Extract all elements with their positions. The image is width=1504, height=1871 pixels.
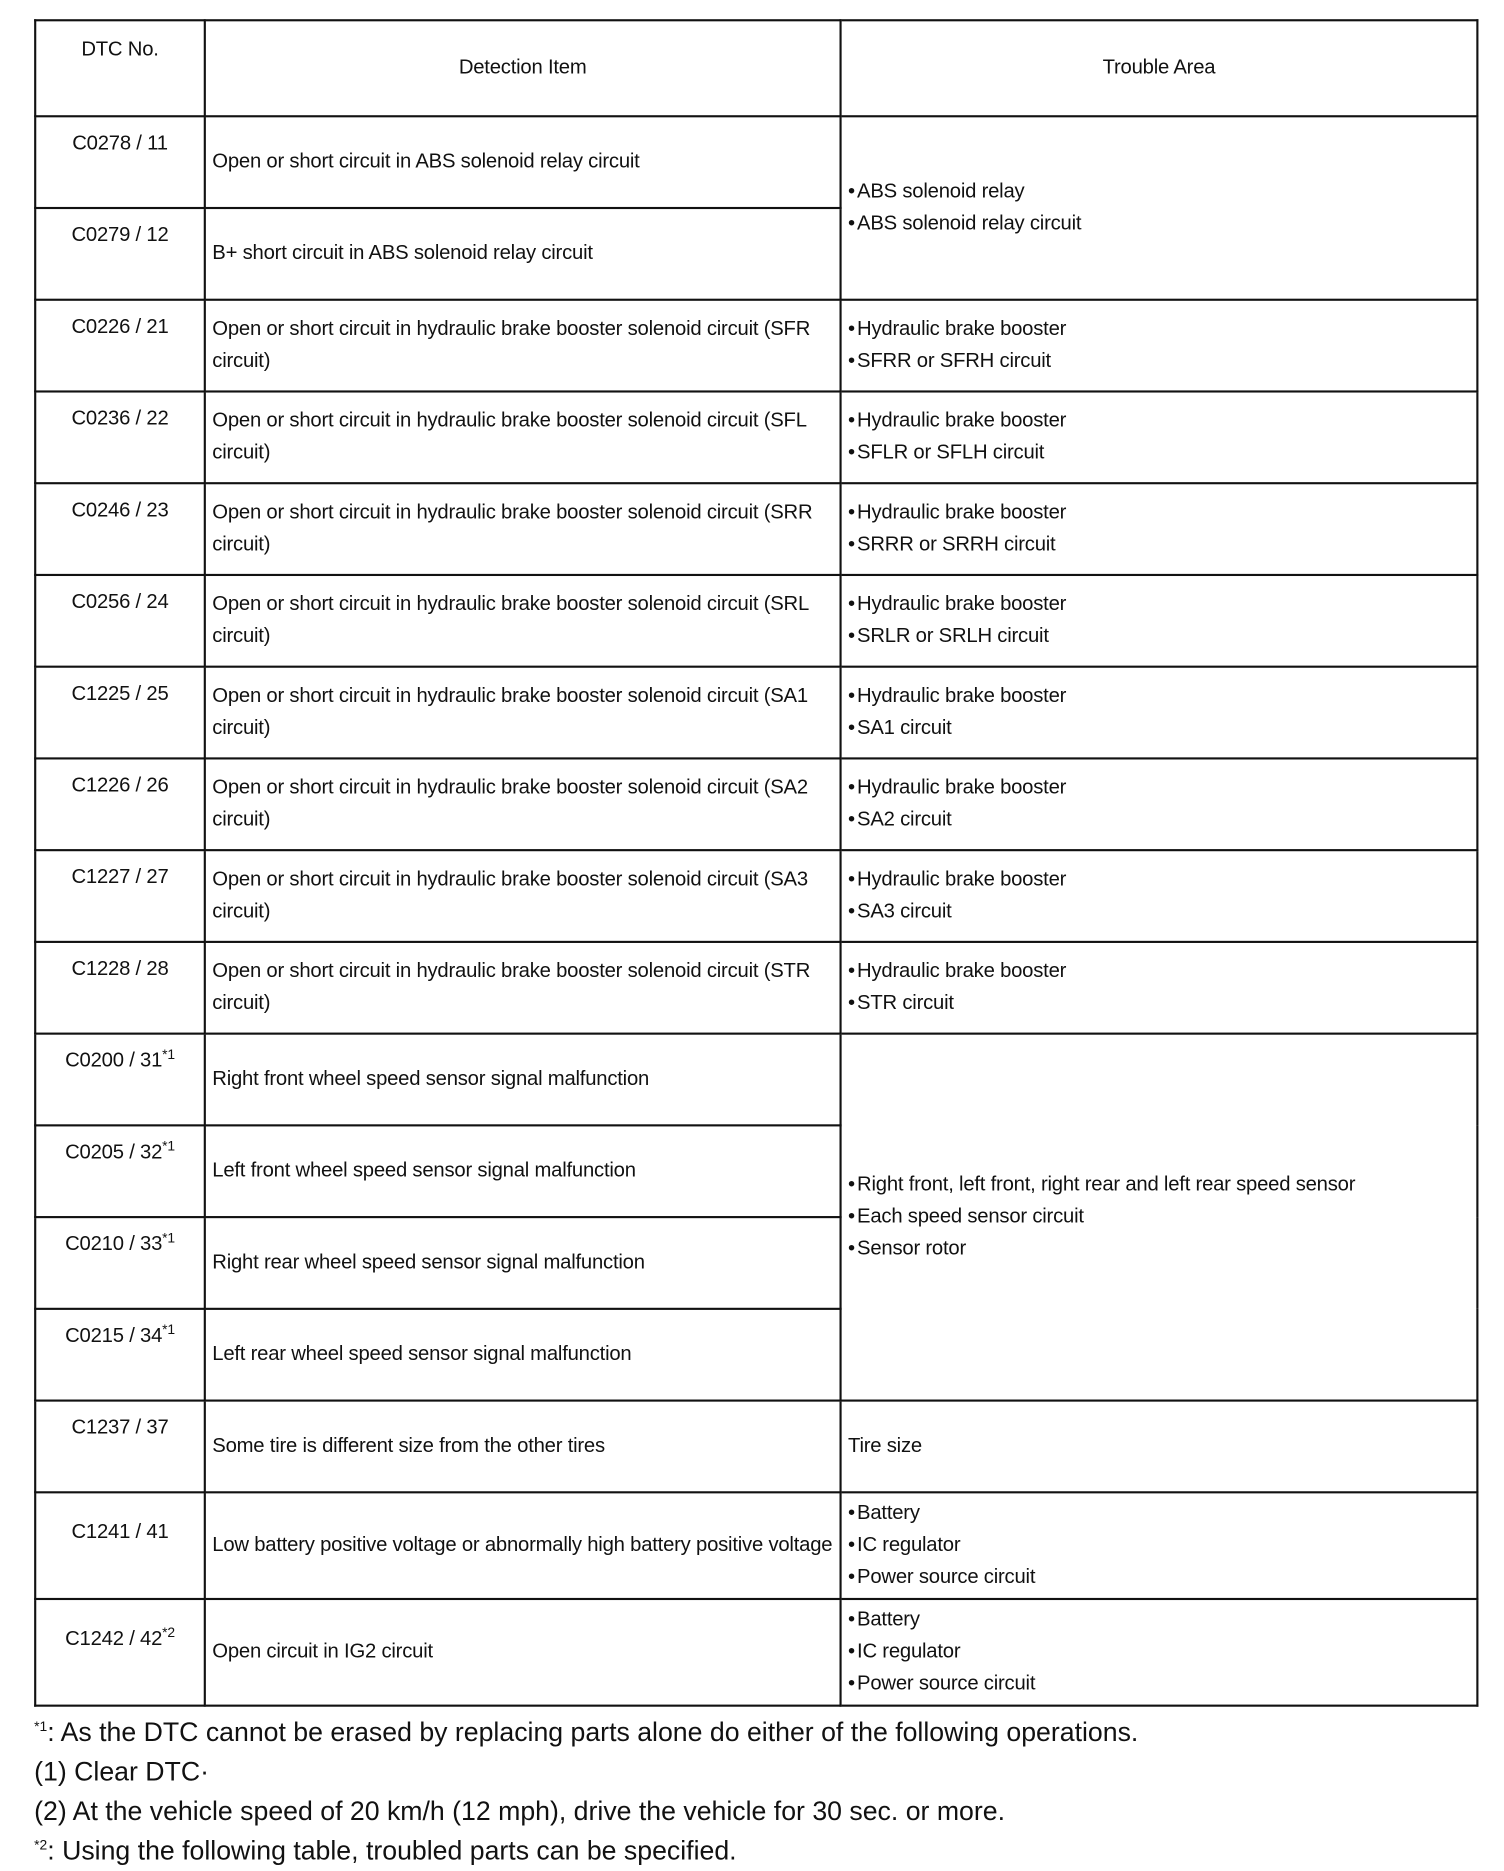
header-detection-item: Detection Item	[205, 20, 841, 116]
detection-item-cell: Right rear wheel speed sensor signal malfunction	[205, 1217, 841, 1309]
footnotes	[34, 1713, 1138, 1871]
footnote-ref: *1	[162, 1046, 175, 1063]
footnote-text: : Using the following table, troubled parts can be specified.	[47, 1835, 737, 1866]
table-row	[35, 1599, 1477, 1706]
dtc-cell	[35, 850, 205, 942]
dtc-code: C0226 / 21	[71, 315, 169, 339]
dtc-code: C1228 / 28	[71, 957, 169, 981]
dtc-table	[34, 19, 1478, 1707]
trouble-area-item: • SA1 circuit	[848, 713, 1470, 745]
detection-item-cell: Open circuit in IG2 circuit	[205, 1599, 841, 1706]
trouble-area-cell	[841, 1034, 1478, 1401]
trouble-area-item: • Battery	[848, 1604, 1470, 1636]
header-trouble-area: Trouble Area	[841, 20, 1478, 116]
footnote-text: : As the DTC cannot be erased by replacing parts alone do either of the following operations.	[47, 1717, 1139, 1748]
footnote-ref: *1	[162, 1321, 175, 1338]
dtc-code: C0210 / 33	[65, 1233, 163, 1256]
dtc-cell	[35, 1401, 205, 1493]
trouble-area-cell	[841, 850, 1478, 942]
trouble-area-item: • SA3 circuit	[848, 896, 1470, 928]
footnote-mark: *1	[34, 1718, 48, 1735]
dtc-code: C1225 / 25	[71, 682, 169, 706]
step-2: (2) At the vehicle speed of 20 km/h (12 mph), drive the vehicle for 30 sec. or more.	[34, 1796, 1005, 1827]
trouble-area-cell: Tire size	[841, 1401, 1478, 1493]
step-1: (1) Clear DTC·	[34, 1756, 209, 1787]
trouble-area-item: • Hydraulic brake booster	[848, 681, 1470, 713]
dtc-cell	[35, 208, 205, 300]
trouble-area-item: • Right front, left front, right rear and left rear speed sensor	[848, 1169, 1470, 1201]
table-row	[35, 850, 1477, 942]
trouble-area-item: • SFLR or SFLH circuit	[848, 437, 1470, 469]
detection-item-cell: Open or short circuit in hydraulic brake booster solenoid circuit (SRR circuit)	[205, 483, 841, 575]
trouble-area-cell	[841, 391, 1478, 483]
dtc-code: C0205 / 32	[65, 1141, 163, 1164]
dtc-cell	[35, 1034, 205, 1126]
dtc-cell	[35, 667, 205, 759]
dtc-cell	[35, 575, 205, 667]
table-row	[35, 300, 1477, 392]
trouble-area-cell	[841, 758, 1478, 850]
table-row	[35, 758, 1477, 850]
dtc-code: C0215 / 34	[65, 1324, 163, 1348]
footnote-ref: *1	[162, 1137, 175, 1154]
trouble-area-item: • Power source circuit	[848, 1668, 1470, 1700]
dtc-code: C1226 / 26	[71, 774, 169, 797]
trouble-area-item: • Hydraulic brake booster	[848, 864, 1470, 896]
dtc-code: C1242 / 42	[65, 1627, 163, 1651]
dtc-code: C0236 / 22	[71, 407, 169, 430]
trouble-area-item: • Hydraulic brake booster	[848, 772, 1470, 804]
trouble-area-item: • IC regulator	[848, 1530, 1470, 1562]
dtc-cell	[35, 391, 205, 483]
table-row	[35, 1492, 1477, 1599]
dtc-cell	[35, 1125, 205, 1217]
detection-item-cell: Left rear wheel speed sensor signal malfunction	[205, 1309, 841, 1401]
dtc-cell	[35, 1599, 205, 1706]
dtc-cell	[35, 1492, 205, 1599]
trouble-area-item: • SA2 circuit	[848, 804, 1470, 836]
table-row	[35, 1034, 1477, 1126]
detection-item-cell: Open or short circuit in hydraulic brake booster solenoid circuit (SFR circuit)	[205, 300, 841, 392]
table-row	[35, 667, 1477, 759]
dtc-cell	[35, 1217, 205, 1309]
table-header-row	[35, 20, 1477, 116]
dtc-code: C0256 / 24	[71, 590, 169, 614]
dtc-cell	[35, 116, 205, 208]
detection-item-cell: Right front wheel speed sensor signal malfunction	[205, 1034, 841, 1126]
detection-item-cell: Open or short circuit in hydraulic brake booster solenoid circuit (SRL circuit)	[205, 575, 841, 667]
detection-item-cell: Low battery positive voltage or abnormally high battery positive voltage	[205, 1492, 841, 1599]
trouble-area-item: • SRRR or SRRH circuit	[848, 529, 1470, 561]
dtc-code: C0246 / 23	[71, 499, 169, 522]
dtc-cell	[35, 300, 205, 392]
trouble-area-item: • Power source circuit	[848, 1562, 1470, 1594]
trouble-area-item: • STR circuit	[848, 988, 1470, 1020]
trouble-area-item: • Battery	[848, 1498, 1470, 1530]
trouble-area-item: • ABS solenoid relay	[848, 176, 1470, 208]
trouble-area-item: • Hydraulic brake booster	[848, 497, 1470, 529]
trouble-area-item: • Hydraulic brake booster	[848, 956, 1470, 988]
table-row	[35, 483, 1477, 575]
detection-item-cell: Left front wheel speed sensor signal malfunction	[205, 1125, 841, 1217]
dtc-code: C1227 / 27	[71, 866, 169, 889]
dtc-code: C1241 / 41	[71, 1521, 169, 1544]
detection-item-cell: Open or short circuit in hydraulic brake booster solenoid circuit (SA2 circuit)	[205, 758, 841, 850]
dtc-code: C0278 / 11	[72, 132, 168, 155]
dtc-cell	[35, 483, 205, 575]
trouble-area-cell	[841, 483, 1478, 575]
footnote-1	[34, 1713, 1138, 1752]
trouble-area-cell	[841, 300, 1478, 392]
footnote-2	[34, 1832, 1138, 1871]
trouble-area-item: • Hydraulic brake booster	[848, 405, 1470, 437]
footnote-mark: *2	[34, 1836, 48, 1853]
table-row	[35, 391, 1477, 483]
dtc-code: C1237 / 37	[71, 1416, 169, 1439]
trouble-area-item: • SRLR or SRLH circuit	[848, 621, 1470, 653]
detection-item-cell: Open or short circuit in hydraulic brake booster solenoid circuit (SA3 circuit)	[205, 850, 841, 942]
detection-item-cell: Open or short circuit in ABS solenoid relay circuit	[205, 116, 841, 208]
trouble-area-item: • Hydraulic brake booster	[848, 314, 1470, 346]
detection-item-cell: B+ short circuit in ABS solenoid relay circuit	[205, 208, 841, 300]
table-row	[35, 575, 1477, 667]
trouble-area-item: • ABS solenoid relay circuit	[848, 208, 1470, 240]
trouble-area-cell	[841, 667, 1478, 759]
footnote-ref: *1	[162, 1229, 175, 1246]
trouble-area-cell	[841, 116, 1478, 299]
trouble-area-cell	[841, 1492, 1478, 1599]
table-row	[35, 116, 1477, 208]
trouble-area-cell	[841, 575, 1478, 667]
detection-item-cell: Open or short circuit in hydraulic brake booster solenoid circuit (SA1 circuit)	[205, 667, 841, 759]
trouble-area-item: • Each speed sensor circuit	[848, 1201, 1470, 1233]
trouble-area-cell	[841, 942, 1478, 1034]
dtc-code: C0279 / 12	[71, 224, 169, 247]
dtc-code: C0200 / 31	[65, 1049, 163, 1073]
detection-item-cell: Open or short circuit in hydraulic brake booster solenoid circuit (SFL circuit)	[205, 391, 841, 483]
trouble-area-item: • Sensor rotor	[848, 1233, 1470, 1265]
header-dtc: DTC No.	[35, 20, 205, 116]
detection-item-cell: Open or short circuit in hydraulic brake booster solenoid circuit (STR circuit)	[205, 942, 841, 1034]
dtc-cell	[35, 1309, 205, 1401]
dtc-cell	[35, 942, 205, 1034]
dtc-cell	[35, 758, 205, 850]
table-row	[35, 1401, 1477, 1493]
trouble-area-item: • IC regulator	[848, 1636, 1470, 1668]
trouble-area-item: • Hydraulic brake booster	[848, 589, 1470, 621]
detection-item-cell: Some tire is different size from the other tires	[205, 1401, 841, 1493]
table-row	[35, 942, 1477, 1034]
footnote-ref: *2	[162, 1624, 175, 1641]
trouble-area-item: • SFRR or SFRH circuit	[848, 346, 1470, 378]
trouble-area-cell	[841, 1599, 1478, 1706]
